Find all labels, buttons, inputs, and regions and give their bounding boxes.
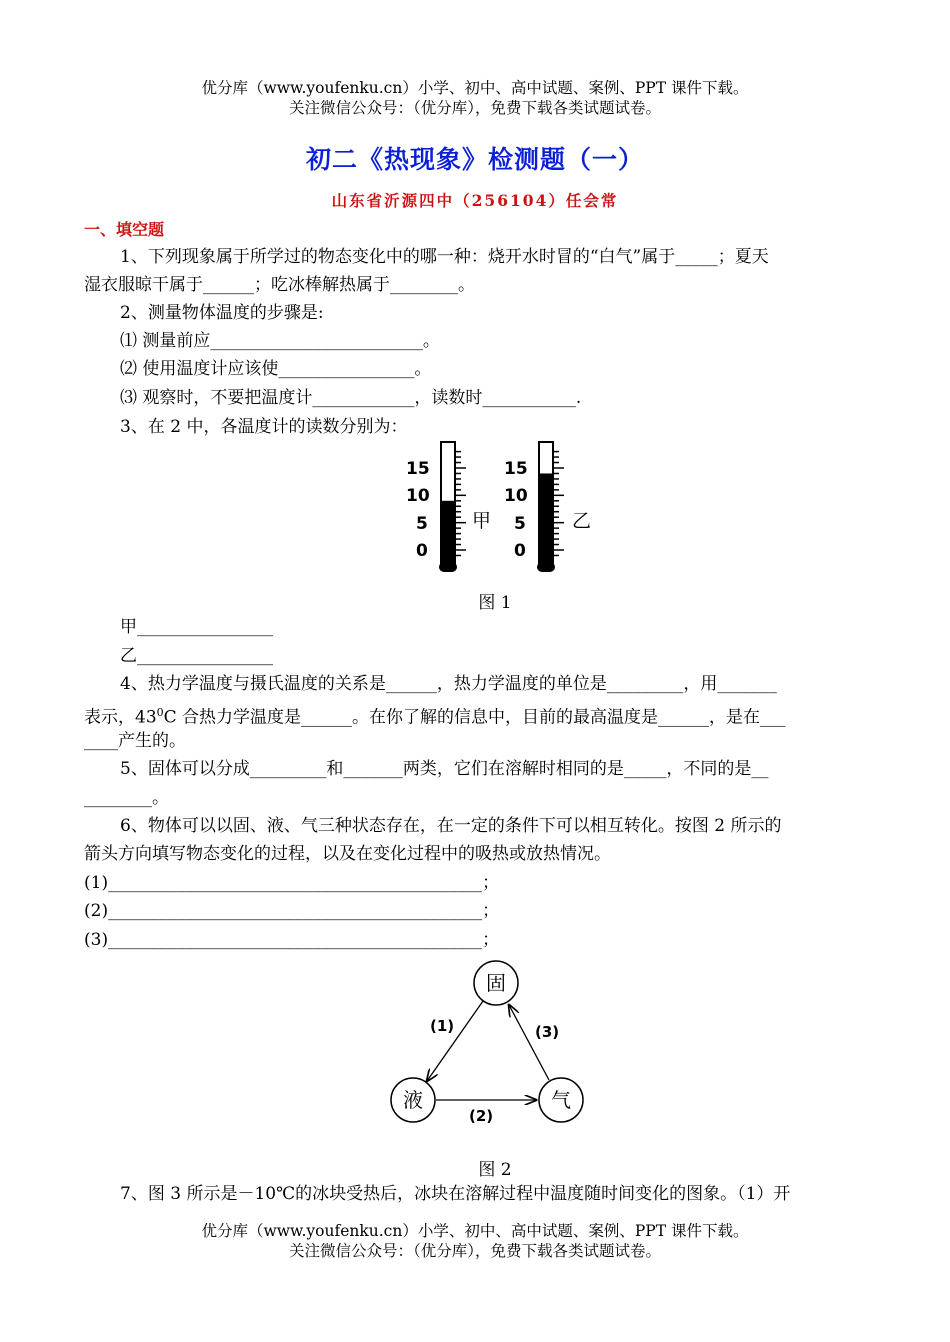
q2-step-2: ⑵ 使用温度计应该使________________。 (120, 359, 432, 379)
q3-intro: 3、在 2 中，各温度计的读数分别为： (120, 417, 408, 437)
header-line-1: 优分库（www.youfenku.cn）小学、初中、高中试题、案例、PPT 课件下载。 (201, 79, 749, 97)
section-heading-fill-blank: 一、填空题 (84, 220, 165, 239)
arrow-3 (509, 1005, 549, 1080)
label-yi: 乙 (572, 510, 592, 532)
q3-answer-yi: 乙________________ (120, 646, 273, 666)
q4-line-1: 4、热力学温度与摄氏温度的关系是______，热力学温度的单位是_________，用_______ (120, 674, 777, 694)
node-solid-label: 固 (486, 971, 506, 995)
footer-line-2: 关注微信公众号：（优分库），免费下载各类试题试卷。 (288, 1242, 661, 1260)
tick-label-0: 0 (514, 541, 526, 561)
tick-label-0: 0 (416, 541, 428, 561)
q1-line-2: 湿衣服晾干属于______；吃冰棒解热属于________。 (84, 275, 475, 295)
figure-1-thermometers (398, 438, 608, 578)
q4-line-2 (84, 702, 786, 729)
thermometer-fill-jia (442, 501, 454, 568)
figure-2-state-diagram (385, 955, 595, 1130)
thermometer-bulb-yi (537, 562, 555, 572)
tick-label-5: 5 (416, 514, 428, 534)
footer-line-1: 优分库（www.youfenku.cn）小学、初中、高中试题、案例、PPT 课件下载。 (201, 1222, 749, 1240)
figure-2-caption: 图 2 (478, 1160, 512, 1180)
q6-line-1: 6、物体可以以固、液、气三种状态存在，在一定的条件下可以相互转化。按图 2 所示的 (120, 816, 782, 836)
q6-answer-1: (1)____________________________________________； (84, 873, 500, 893)
tick-label-10: 10 (504, 486, 528, 506)
q2-intro: 2、测量物体温度的步骤是: (120, 303, 324, 323)
q1-line-1: 1、下列现象属于所学过的物态变化中的哪一种：烧开水时冒的“白气”属于_____；夏天 (120, 247, 769, 267)
arrow-3-label: (3) (535, 1023, 560, 1041)
q2-step-3: ⑶ 观察时，不要把温度计____________，读数时___________. (120, 388, 582, 408)
figure-1-caption: 图 1 (478, 593, 512, 613)
header-line-2: 关注微信公众号：（优分库），免费下载各类试题试卷。 (288, 99, 661, 117)
q4-line-3: ____产生的。 (84, 731, 186, 751)
tick-label-5: 5 (514, 514, 526, 534)
thermometer-fill-yi (540, 473, 552, 568)
tick-label-10: 10 (406, 486, 430, 506)
q6-answer-3: (3)____________________________________________； (84, 930, 500, 950)
thermometer-jia (406, 442, 491, 572)
q4-degree-superscript: 0 (156, 706, 164, 719)
q5-line-2: ________。 (84, 788, 169, 808)
q3-answer-jia: 甲________________ (120, 617, 273, 637)
label-jia: 甲 (472, 510, 492, 532)
q6-line-2: 箭头方向填写物态变化的过程，以及在变化过程中的吸热或放热情况。 (84, 844, 611, 864)
arrow-1-label: (1) (430, 1017, 455, 1035)
page-title: 初二《热现象》检测题（一） (305, 145, 644, 174)
thermometer-bulb-jia (439, 562, 457, 572)
q7-line-1: 7、图 3 所示是－10℃的冰块受热后，冰块在溶解过程中温度随时间变化的图象。（1）开 (120, 1184, 791, 1204)
q4-line-2-b: C 合热力学温度是______。在你了解的信息中，目前的最高温度是______，是在___ (163, 707, 786, 728)
tick-label-15: 15 (406, 459, 430, 479)
arrow-1 (427, 1001, 483, 1081)
q5-line-1: 5、固体可以分成_________和_______两类，它们在溶解时相同的是_____，不同的是__ (120, 759, 769, 779)
q6-answer-2: (2)____________________________________________； (84, 901, 500, 921)
node-liquid-label: 液 (403, 1088, 423, 1112)
arrow-2-label: (2) (469, 1107, 494, 1125)
q4-line-2-a: 表示，43 (84, 707, 157, 728)
q2-step-1: ⑴ 测量前应_________________________。 (120, 331, 440, 351)
author-line: 山东省沂源四中（256104）任会常 (331, 191, 619, 210)
node-gas-label: 气 (551, 1088, 571, 1112)
thermometer-yi (504, 442, 591, 572)
tick-label-15: 15 (504, 459, 528, 479)
